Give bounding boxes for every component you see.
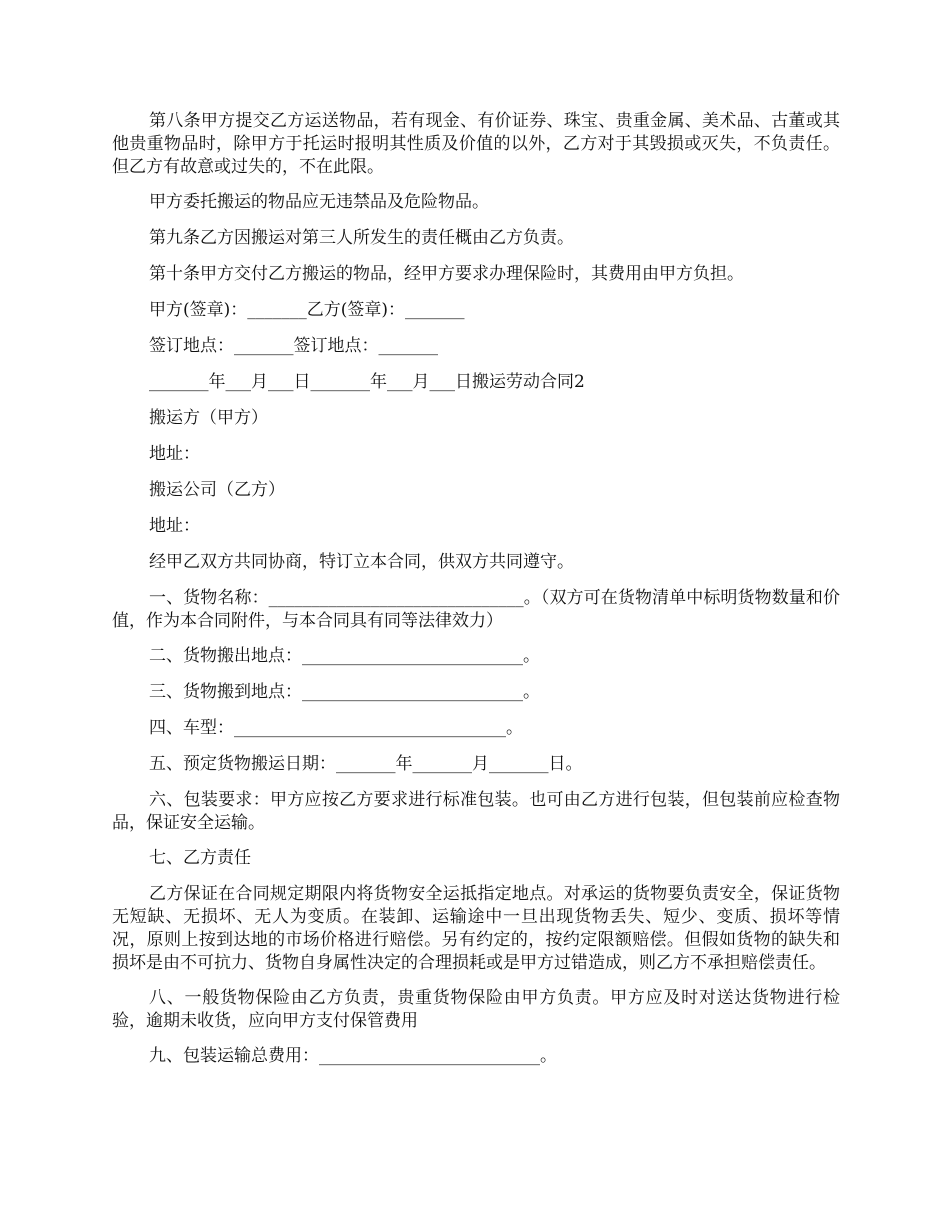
- party-a-label: 搬运方（甲方）: [149, 408, 268, 428]
- signature-line: 甲方(签章)：_______乙方(签章)：_______: [149, 300, 465, 320]
- party-b-label: 搬运公司（乙方）: [149, 480, 285, 500]
- clause-6-packaging: 六、包装要求：甲方应按乙方要求进行标准包装。也可由乙方进行包装，但包装前应检查物品，保证安全运输。: [112, 790, 840, 833]
- party-b-address: 地址：: [149, 516, 200, 536]
- clause-7-body: 乙方保证在合同规定期限内将货物安全运抵指定地点。对承运的货物要负责安全，保证货物无短缺、无损坏、无人为变质。在装卸、运输途中一旦出现货物丢失、短少、变质、损坏等情况，原则上按到达地的市场价格进行赔偿。另有约定的，按约定限额赔偿。但假如货物的缺失和损坏是由不可抗力、货物自身属性决定的合理损耗或是甲方过错造成，则乙方不承担赔偿责任。: [112, 884, 840, 973]
- party-a-address: 地址：: [149, 444, 200, 464]
- article-10-paragraph: 第十条甲方交付乙方搬运的物品，经甲方要求办理保险时，其费用由甲方负担。: [149, 264, 744, 284]
- clause-1-goods-name: 一、货物名称：______________________________。（双方可在货物清单中标明货物数量和价值，作为本合同附件，与本合同具有同等法律效力）: [112, 588, 840, 631]
- article-8-paragraph: 第八条甲方提交乙方运送物品，若有现金、有价证券、珠宝、贵重金属、美术品、古董或其他贵重物品时，除甲方于托运时报明其性质及价值的以外，乙方对于其毁损或灭失，不负责任。但乙方有故意或过失的，不在此限。: [112, 111, 840, 177]
- clause-8-insurance: 八、一般货物保险由乙方负责，贵重货物保险由甲方负责。甲方应及时对送达货物进行检验，逾期未收货，应向甲方支付保管费用: [112, 988, 840, 1031]
- clause-5-date: 五、预定货物搬运日期：_______年_______月_______日。: [149, 754, 583, 774]
- clause-3-destination: 三、货物搬到地点：__________________________。: [149, 682, 540, 702]
- prohibited-items-paragraph: 甲方委托搬运的物品应无违禁品及危险物品。: [149, 192, 489, 212]
- article-9-paragraph: 第九条乙方因搬运对第三人所发生的责任概由乙方负责。: [149, 228, 574, 248]
- clause-9-total-fee: 九、包装运输总费用：__________________________。: [149, 1046, 557, 1066]
- document-page: [112, 110, 840, 1081]
- date-and-contract-title-line: _______年___月___日_______年___月___日搬运劳动合同2: [149, 372, 585, 392]
- clause-2-origin: 二、货物搬出地点：__________________________。: [149, 646, 540, 666]
- clause-7-heading: 七、乙方责任: [149, 848, 251, 868]
- signing-place-line: 签订地点：_______签订地点：_______: [149, 336, 438, 356]
- clause-4-vehicle-type: 四、车型：________________________________。: [149, 718, 523, 738]
- agreement-intro: 经甲乙双方共同协商，特订立本合同，供双方共同遵守。: [149, 552, 574, 572]
